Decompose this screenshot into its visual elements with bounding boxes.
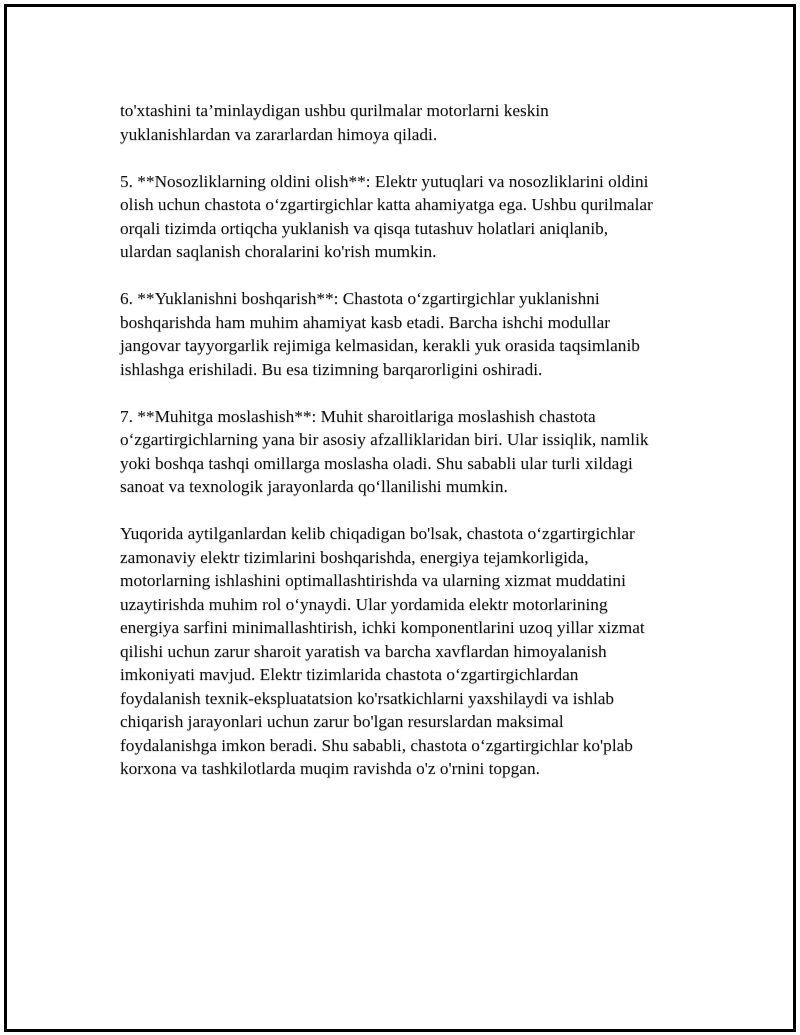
text-line: orqali tizimda ortiqcha yuklanish va qisqa tutashuv holatlari aniqlanib, — [120, 218, 609, 238]
text-line: qilishi uchun zarur sharoit yaratish va barcha xavflardan himoyalanish — [120, 641, 607, 661]
paragraph-conclusion — [120, 522, 700, 781]
paragraph-intro-continuation — [120, 99, 700, 146]
text-line: imkoniyati mavjud. Elektr tizimlarida chastota o‘zgartirgichlardan — [120, 665, 579, 684]
text-line: uzaytirishda muhim rol o‘ynaydi. Ular yordamida elektr motorlarining — [120, 594, 608, 614]
text-line: ulardan saqlanish choralarini ko'rish mumkin. — [120, 242, 437, 261]
text-line: korxona va tashkilotlarda muqim ravishda o'z o'rnini topgan. — [120, 759, 540, 778]
paragraph-item-5 — [120, 170, 700, 264]
text-line: to'xtashini ta’minlaydigan ushbu qurilmalar motorlarni keskin — [120, 101, 549, 120]
document-page — [4, 4, 796, 1032]
text-line: chiqarish jarayonlari uchun zarur bo'lgan resurslardan maksimal — [120, 712, 564, 731]
text-line: zamonaviy elektr tizimlarini boshqarishda, energiya tejamkorligida, — [120, 547, 589, 567]
paragraph-item-6 — [120, 287, 700, 381]
text-line: yuklanishlardan va zararlardan himoya qiladi. — [120, 124, 438, 144]
text-line: 5. **Nosozliklarning oldini olish**: Elektr yutuqlari va nosozliklarini oldini — [120, 171, 649, 191]
text-line: boshqarishda ham muhim ahamiyat kasb etadi. Barcha ishchi modullar — [120, 312, 610, 332]
text-line: olish uchun chastota o‘zgartirgichlar katta ahamiyatga ega. Ushbu qurilmalar — [120, 195, 653, 214]
text-line: 7. **Muhitga moslashish**: Muhit sharoitlariga moslashish chastota — [120, 406, 596, 426]
document-body — [120, 99, 700, 804]
text-line: motorlarning ishlashini optimallashtirishda va ularning xizmat muddatini — [120, 571, 626, 590]
text-line: foydalanishga imkon beradi. Shu sababli, chastota o‘zgartirgichlar ko'plab — [120, 735, 633, 755]
text-line: energiya sarfini minimallashtirish, ichki komponentlarini uzoq yillar xizmat — [120, 618, 645, 637]
text-line: jangovar tayyorgarlik rejimiga kelmasidan, kerakli yuk orasida taqsimlanib — [120, 336, 640, 355]
text-line: Yuqorida aytilganlardan kelib chiqadigan bo'lsak, chastota o‘zgartirgichlar — [120, 524, 635, 543]
text-line: sanoat va texnologik jarayonlarda qo‘llanilishi mumkin. — [120, 477, 508, 496]
text-line: ishlashga erishiladi. Bu esa tizimning barqarorligini oshiradi. — [120, 359, 543, 379]
text-line: 6. **Yuklanishni boshqarish**: Chastota o‘zgartirgichlar yuklanishni — [120, 289, 600, 308]
text-line: foydalanish texnik-ekspluatatsion ko'rsatkichlarni yaxshilaydi va ishlab — [120, 688, 615, 708]
text-line: o‘zgartirgichlarning yana bir asosiy afzalliklaridan biri. Ular issiqlik, namlik — [120, 430, 649, 449]
paragraph-item-7 — [120, 405, 700, 499]
text-line: yoki boshqa tashqi omillarga moslasha oladi. Shu sababli ular turli xildagi — [120, 453, 633, 473]
